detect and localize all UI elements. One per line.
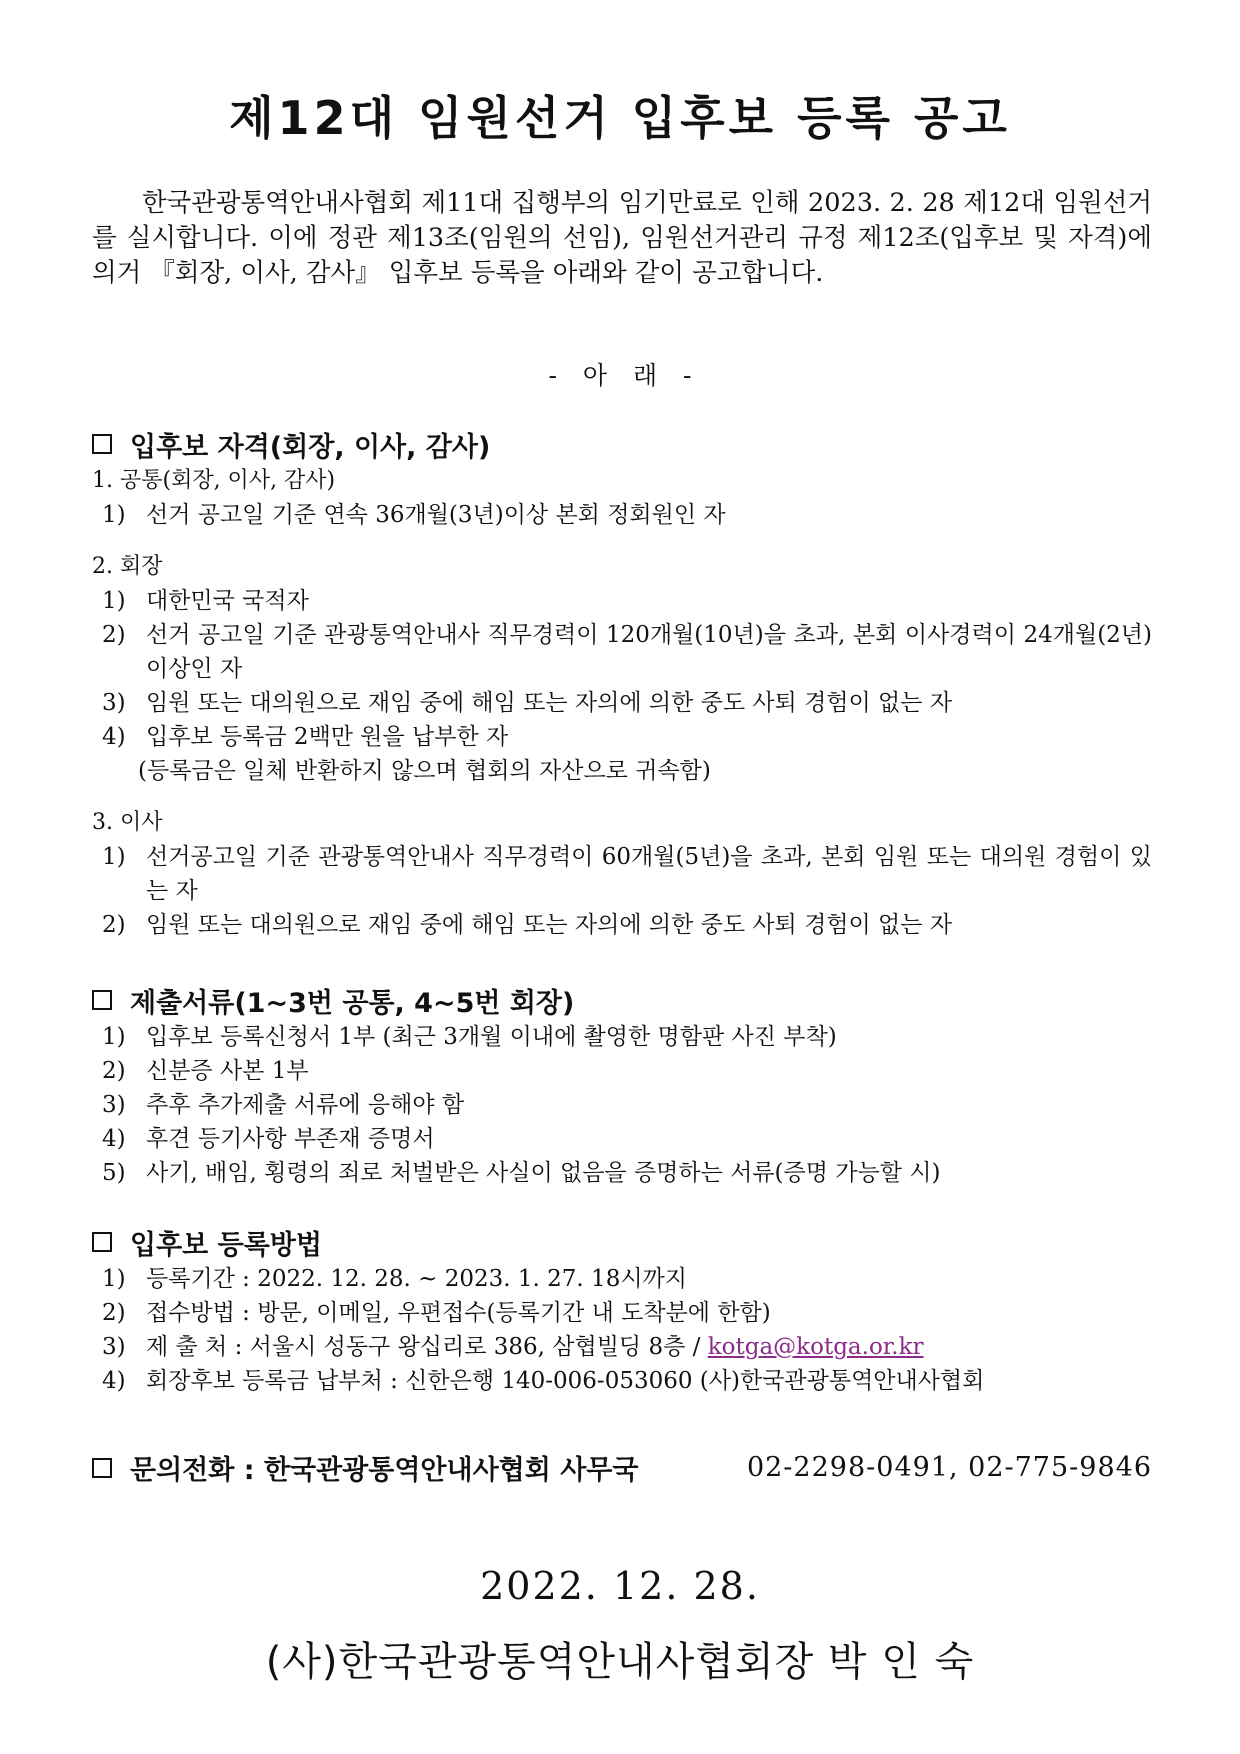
item-text: 선거공고일 기준 관광통역안내사 직무경력이 60개월(5년)을 초과, 본회 임원 또는 대의원 경험이 있는 자 [146,844,1152,904]
section-heading-text: 입후보 등록방법 [130,1229,322,1261]
checkbox-square-icon [92,990,112,1010]
item-text: 등록기간 : 2022. 12. 28. ~ 2023. 1. 27. 18시까지 [146,1266,687,1292]
list-item [92,618,1152,686]
section-heading [92,424,1152,464]
fee-note: (등록금은 일체 반환하지 않으며 협회의 자산으로 귀속함) [138,758,711,784]
contact-label: 문의전화 : 한국관광통역안내사협회 사무국 [130,1455,639,1486]
item-number: 2) [102,1058,126,1084]
list-item [92,720,1152,754]
item-text: 임원 또는 대의원으로 재임 중에 해임 또는 자의에 의한 중도 사퇴 경험이 없는 자 [146,690,953,716]
section-method [92,1222,1152,1398]
contact-phones: 02-2298-0491, 02-775-9846 [746,1452,1152,1483]
signature: (사)한국관광통역안내사협회장 박 인 숙 [265,1639,975,1685]
group-title-director: 3. 이사 [92,810,163,835]
checkbox-square-icon [92,1232,112,1252]
item-text [146,1330,1152,1364]
item-number: 2) [102,912,126,938]
list-item [92,498,1152,532]
list-item [92,1262,1152,1296]
group-title-common: 1. 공통(회장, 이사, 감사) [92,468,336,493]
item-number: 1) [102,1024,126,1050]
item-text: 선거 공고일 기준 연속 36개월(3년)이상 본회 정회원인 자 [146,502,726,528]
list-item [92,1054,1152,1088]
list-item [92,1364,1152,1398]
item-text: 입후보 등록금 2백만 원을 납부한 자 [146,724,509,750]
item-number: 5) [102,1160,126,1186]
section-heading-text: 입후보 자격(회장, 이사, 감사) [130,431,491,463]
group-title-president: 2. 회장 [92,554,163,579]
item-text: 신분증 사본 1부 [146,1058,309,1084]
below-marker: - 아 래 - [548,361,692,390]
item-number: 1) [102,844,126,870]
list-item [92,1296,1152,1330]
item-number: 3) [102,1092,126,1118]
item-text: 선거 공고일 기준 관광통역안내사 직무경력이 120개월(10년)을 초과, 본회 이사경력이 24개월(2년) 이상인 자 [146,622,1152,682]
section-heading-text: 제출서류(1~3번 공통, 4~5번 회장) [130,987,575,1019]
email-link[interactable]: kotga@kotga.or.kr [707,1334,924,1360]
section-qualification [92,424,1152,942]
item-number: 1) [102,588,126,614]
checkbox-square-icon [92,434,112,454]
item-number: 2) [102,622,126,648]
contact-line [92,1448,1152,1487]
item-number: 3) [102,1334,126,1360]
list-item [92,584,1152,618]
item-text: 추후 추가제출 서류에 응해야 함 [146,1092,465,1118]
item-number: 4) [102,724,126,750]
section-heading [92,980,1152,1020]
item-text: 후견 등기사항 부존재 증명서 [146,1126,435,1152]
item-number: 4) [102,1126,126,1152]
item-number: 3) [102,690,126,716]
checkbox-square-icon [92,1458,112,1478]
item-text: 회장후보 등록금 납부처 : 신한은행 140-006-053060 (사)한국관광통역안내사협회 [146,1368,985,1394]
intro-text: 한국관광통역안내사협회 제11대 집행부의 임기만료로 인해 2023. 2. 28 제12대 임원선거를 실시합니다. 이에 정관 제13조(임원의 선임), 임원선거관리 규정 제12조(입후보 및 자격)에 의거 『회장, 이사, 감사』 입후보 등록을 아래와 같이 공고합니다. [92,188,1152,288]
list-item [92,1330,1152,1364]
intro-paragraph [92,186,1152,291]
list-item [92,1020,1152,1054]
item-number: 1) [102,1266,126,1292]
page-title: 제12대 임원선거 입후보 등록 공고 [229,91,1011,145]
item-text: 입후보 등록신청서 1부 (최근 3개월 이내에 촬영한 명함판 사진 부착) [146,1024,837,1050]
section-heading [92,1222,1152,1262]
item-text: 접수방법 : 방문, 이메일, 우편접수(등록기간 내 도착분에 한함) [146,1300,771,1326]
notice-date: 2022. 12. 28. [480,1564,760,1608]
item-text: 대한민국 국적자 [146,588,309,614]
list-item [92,686,1152,720]
item-number: 4) [102,1368,126,1394]
list-item [92,908,1152,942]
list-item [92,840,1152,908]
item-number: 1) [102,502,126,528]
list-item [92,1156,1152,1190]
item-number: 2) [102,1300,126,1326]
section-documents [92,980,1152,1190]
item-text: 임원 또는 대의원으로 재임 중에 해임 또는 자의에 의한 중도 사퇴 경험이 없는 자 [146,912,953,938]
list-item [92,1122,1152,1156]
list-item [92,1088,1152,1122]
item-text: 사기, 배임, 횡령의 죄로 처벌받은 사실이 없음을 증명하는 서류(증명 가능할 시) [146,1160,941,1186]
submission-address: 제 출 처 : 서울시 성동구 왕십리로 386, 삼협빌딩 8층 / [146,1334,708,1360]
